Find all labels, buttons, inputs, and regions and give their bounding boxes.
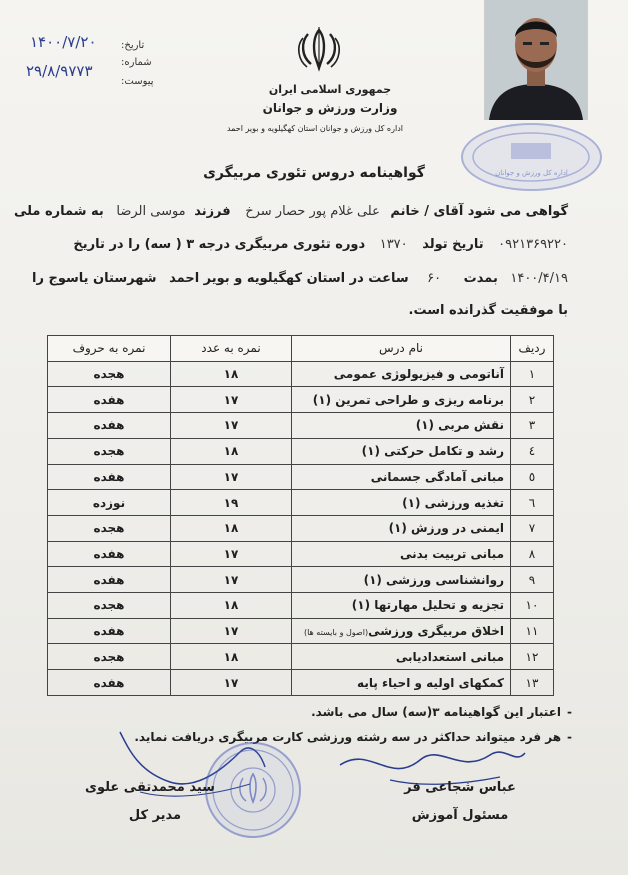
col-header-grade-number: نمره به عدد [171,336,292,362]
father-label: فرزند [194,204,231,219]
signatory-right-name: عباس شجاعی فر [404,780,516,795]
bullet-dash-icon: - [567,730,572,744]
iran-emblem-icon [293,24,345,74]
national-id-label: به شماره ملی [13,204,104,219]
certificate-title: گواهینامه دروس تئوری مربیگری [203,165,425,181]
course-name: ایمنی در ورزش (۱) [292,515,511,541]
table-row [48,438,554,464]
table-row [48,541,554,567]
city-statement: شهرستان یاسوج را [31,271,157,286]
course-name: آناتومی و فیزیولوژی عمومی [292,361,511,387]
course-date: ۱۴۰۰/۴/۱۹ [510,271,568,286]
grade-words: هجده [48,361,171,387]
row-number: ۳ [511,413,554,439]
person-portrait-icon [485,0,587,120]
row-number: ۹ [511,567,554,593]
table-row [48,593,554,619]
bullet-dash-icon: - [567,705,572,719]
number-value: ۲۹/۸/۹۷۷۳ [26,62,93,80]
validity-note-text: اعتبار این گواهینامه ۳(سه) سال می باشد. [311,705,562,719]
table-header-row [48,336,554,362]
row-number: ۷ [511,515,554,541]
signatory-right-title: مسئول آموزش [411,808,509,823]
table-row [48,515,554,541]
father-name: موسی الرضا [116,204,186,219]
grade-words: هفده [48,464,171,490]
col-header-row-number: ردیف [511,336,554,362]
header-line-office: اداره کل ورزش و جوانان استان کهگیلویه و بویر احمد [226,124,403,133]
grade-words: هفده [48,387,171,413]
grade-words: هفده [48,670,171,696]
date-value: ۱۴۰۰/۷/۲۰ [30,33,97,51]
course-name-note: (اصول و بایسته ها) [303,628,369,638]
table-row [48,618,554,644]
grade-number: ۱۸ [171,438,292,464]
grade-number: ۱۸ [171,593,292,619]
grade-number: ۱۸ [171,361,292,387]
grade-number: ۱۸ [171,644,292,670]
limit-note-text: هر فرد میتواند حداکثر در سه رشته ورزشی کارت مربیگری دریافت نماید. [134,730,562,744]
grade-words: هفده [48,413,171,439]
row-number: ۱۲ [511,644,554,670]
row-number: ٦ [511,490,554,516]
signatory-left-title: مدیر کل [128,808,182,823]
row-number: ٤ [511,438,554,464]
number-label: شماره: [121,57,152,68]
col-header-course: نام درس [292,336,511,362]
grade-number: ۱۷ [171,464,292,490]
body-line-1 [14,204,568,219]
table-row [48,567,554,593]
table-row [48,361,554,387]
course-statement: دوره تئوری مربیگری درجه ۳ ( سه) را در تاریخ [73,237,366,252]
birth-date-label: تاریخ تولد [422,237,484,252]
duration-label: بمدت [463,271,498,286]
course-name: تغذیه ورزشی (۱) [292,490,511,516]
grade-number: ۱۷ [171,413,292,439]
course-name: کمکهای اولیه و احیاء پایه [292,670,511,696]
row-number: ۲ [511,387,554,413]
grades-table [47,335,554,696]
col-header-grade-words: نمره به حروف [48,336,171,362]
table-row [48,387,554,413]
row-number: ۱ [511,361,554,387]
row-number: ٥ [511,464,554,490]
grade-number: ۱۸ [171,515,292,541]
table-row [48,490,554,516]
location-statement: ساعت در استان کهگیلویه و بویر احمد [169,271,409,286]
grade-words: هفده [48,567,171,593]
course-name: تجزیه و تحلیل مهارتها (۱) [292,593,511,619]
stamp-text: اداره کل ورزش و جوانان [495,169,568,177]
grade-words: هجده [48,644,171,670]
table-row [48,464,554,490]
body-line-4: با موفقیت گذرانده است. [408,303,568,318]
grade-words: هفده [48,541,171,567]
seal-emblem-icon [207,744,299,836]
table-row [48,670,554,696]
body-line-2 [73,237,568,252]
grade-words: هجده [48,593,171,619]
date-label: تاریخ: [121,40,145,51]
grade-words: هجده [48,515,171,541]
applicant-photo [484,0,588,120]
duration-hours: ۶۰ [427,271,442,286]
grade-words: هفده [48,618,171,644]
birth-year: ۱۳۷۰ [379,237,408,252]
body-line-3 [32,271,568,286]
national-id: ۰۹۲۱۳۶۹۲۲۰ [498,237,568,252]
header-line-country: جمهوری اسلامی ایران [268,83,392,96]
course-name: مبانی آمادگی جسمانی [292,464,511,490]
course-name: برنامه ریزی و طراحی تمرین (۱) [292,387,511,413]
row-number: ۱۰ [511,593,554,619]
grade-words: نوزده [48,490,171,516]
header-line-ministry: وزارت ورزش و جوانان [262,101,398,115]
row-number: ۸ [511,541,554,567]
signatory-left-name: سید محمدتقی علوی [85,780,215,795]
row-number: ۱۳ [511,670,554,696]
course-name: رشد و تکامل حرکتی (۱) [292,438,511,464]
grade-number: ۱۷ [171,541,292,567]
row-number: ۱۱ [511,618,554,644]
attachment-label: پیوست: [121,76,154,87]
course-name-main: اخلاق مربیگری ورزشی [368,624,504,639]
validity-note [311,705,572,719]
grade-words: هجده [48,438,171,464]
holder-name: علی غلام پور حصار سرخ [245,204,380,219]
grade-number: ۱۷ [171,670,292,696]
grade-number: ۱۷ [171,387,292,413]
course-name: نقش مربی (۱) [292,413,511,439]
course-name [292,618,511,644]
course-name: مبانی استعدادیابی [292,644,511,670]
course-name: مبانی تربیت بدنی [292,541,511,567]
grade-number: ۱۷ [171,618,292,644]
body-statement: گواهی می شود آقای / خانم [390,204,568,219]
grade-number: ۱۹ [171,490,292,516]
course-name: روانشناسی ورزشی (۱) [292,567,511,593]
grade-number: ۱۷ [171,567,292,593]
table-row [48,644,554,670]
table-row [48,413,554,439]
